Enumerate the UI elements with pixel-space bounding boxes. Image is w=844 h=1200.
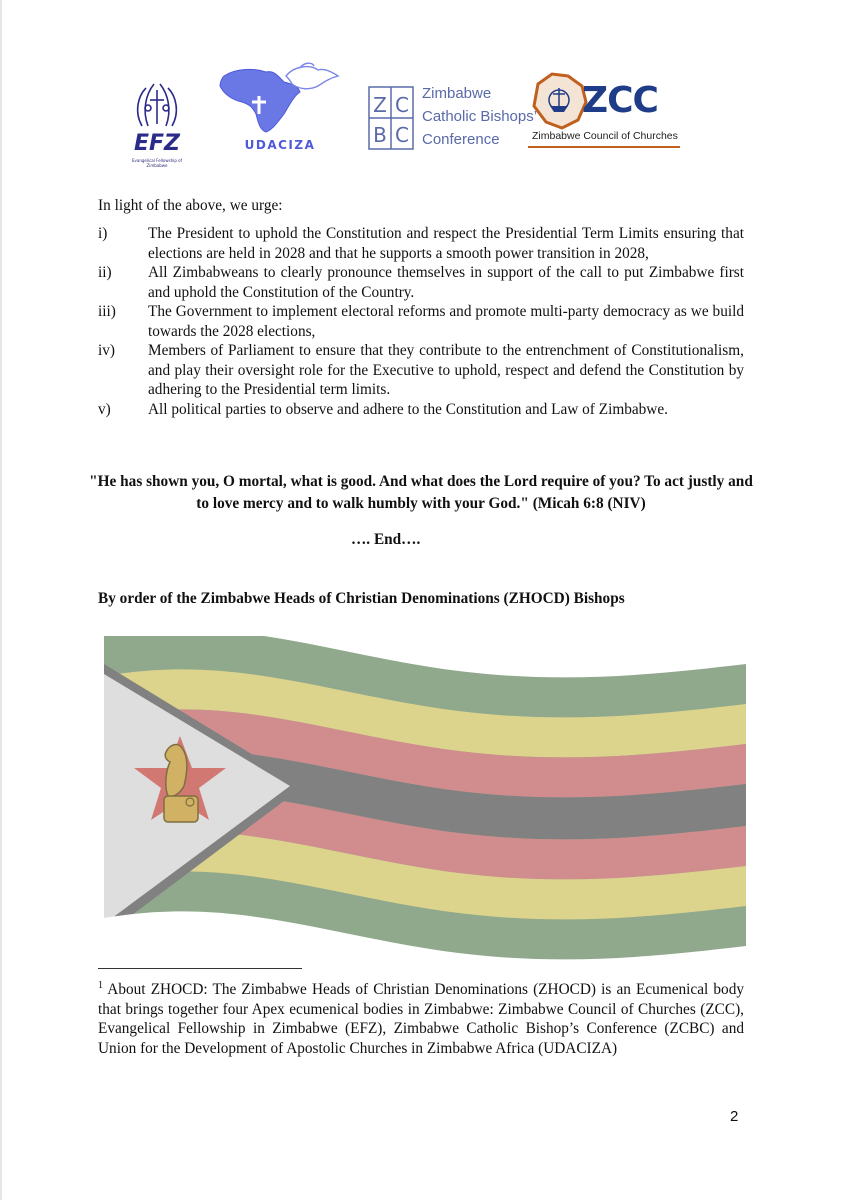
end-marker: …. End….: [351, 531, 421, 548]
list-item: [98, 302, 744, 341]
efz-caption: Evangelical Fellowship of Zimbabwe: [131, 158, 183, 168]
urge-list: [98, 224, 744, 419]
svg-text:C: C: [395, 93, 409, 117]
efz-logo: [128, 78, 186, 176]
udaciza-logo: [214, 62, 344, 158]
svg-text:B: B: [373, 123, 387, 147]
zcc-map-ship-icon: [528, 70, 590, 132]
zcbc-logo: [368, 82, 538, 154]
list-item-text: The President to uphold the Constitution and respect the Presidential Term Limits ensuring that elections are held in 2028 and that he supports a smooth power transition in 2028,: [148, 225, 744, 262]
list-item-number: iv): [98, 342, 115, 359]
list-item: [98, 341, 744, 400]
zcbc-line-1: Zimbabwe: [422, 85, 492, 102]
list-item: [98, 224, 744, 263]
page-number: 2: [730, 1108, 739, 1125]
africa-dove-icon: [214, 62, 344, 138]
list-item-text: All political parties to observe and adhere to the Constitution and Law of Zimbabwe.: [148, 400, 668, 418]
footnote-text: About ZHOCD: The Zimbabwe Heads of Christian Denominations (ZHOCD) is an Ecumenical body that brings together four Apex ecumenical bodies in Zimbabwe: Zimbabwe Council of Churches (ZCC), Evangelical Fellowship in Zimbabwe (EFZ), Zimbabwe Catholic Bishop’s Conference (ZCBC) and Union for the Development of Apostolic Churches in Zimbabwe Africa (UDACIZA): [98, 981, 744, 1057]
zcbc-line-3: Conference: [422, 131, 500, 148]
zcc-logo: [528, 70, 680, 152]
zcbc-name: [422, 82, 538, 151]
list-item: [98, 400, 744, 420]
logo-row: [0, 0, 844, 190]
list-item-number: iii): [98, 303, 116, 320]
efz-emblem-icon: [128, 78, 186, 158]
list-item-number: v): [98, 400, 111, 418]
footnote: [98, 980, 744, 1058]
zcc-subtitle: Zimbabwe Council of Churches: [532, 130, 678, 142]
zcc-underline: [528, 146, 680, 148]
svg-text:C: C: [395, 123, 409, 147]
zcbc-cross-emblem-icon: [368, 86, 414, 150]
zimbabwe-flag-image: [104, 636, 746, 981]
signature-line: By order of the Zimbabwe Heads of Christian Denominations (ZHOCD) Bishops: [98, 590, 625, 607]
scripture-quote: "He has shown you, O mortal, what is good. And what does the Lord require of you? To act justly and to love mercy and to walk humbly with your God." (Micah 6:8 (NIV): [89, 473, 753, 512]
intro-text: In light of the above, we urge:: [98, 197, 283, 214]
list-item-number: i): [98, 225, 108, 242]
svg-text:EFZ: EFZ: [133, 131, 181, 156]
zcbc-line-2: Catholic Bishops’: [422, 108, 538, 125]
list-item-text: Members of Parliament to ensure that they contribute to the entrenchment of Constitutionalism, and play their oversight role for the Executive to uphold, respect and defend the Constitution by adhering to the Presidential term limits.: [148, 342, 744, 398]
zcc-abbr: ZCC: [582, 80, 658, 121]
list-item-number: ii): [98, 264, 112, 281]
list-item-text: All Zimbabweans to clearly pronounce themselves in support of the call to put Zimbabwe first and uphold the Constitution of the Country.: [148, 264, 744, 301]
udaciza-label: UDACIZA: [244, 138, 316, 152]
list-item: [98, 263, 744, 302]
svg-text:Z: Z: [373, 93, 387, 117]
list-item-text: The Government to implement electoral reforms and promote multi-party democracy as we build towards the 2028 elections,: [148, 303, 744, 340]
footnote-marker: 1: [98, 979, 103, 991]
footnote-separator: [98, 968, 302, 969]
